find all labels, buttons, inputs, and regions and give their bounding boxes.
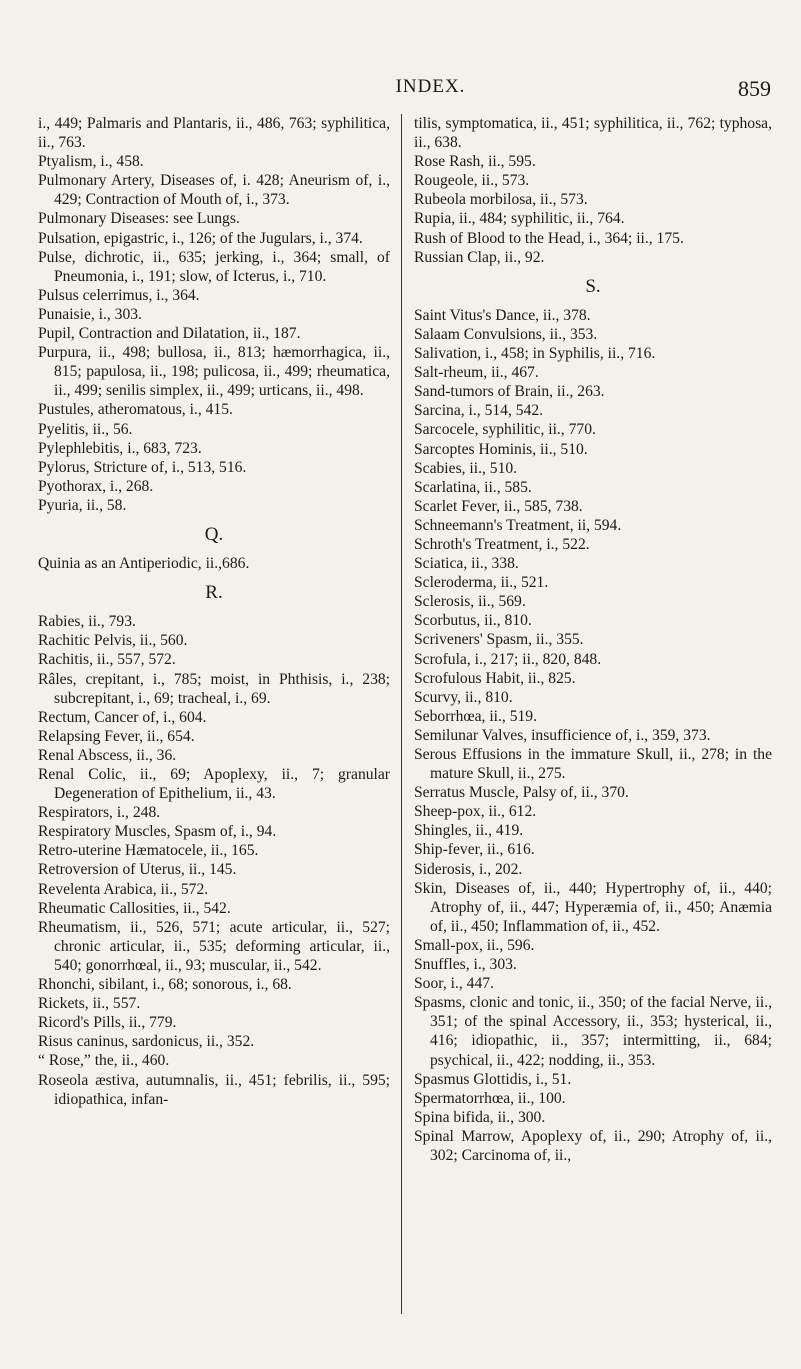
index-entry: Pupil, Contraction and Dilatation, ii., 187.: [38, 325, 301, 343]
index-entry: Pylephlebitis, i., 683, 723.: [38, 439, 202, 457]
index-entry: Snuffles, i., 303.: [414, 956, 517, 974]
index-entry: Quinia as an Antiperiodic, ii.,686.: [38, 555, 250, 573]
index-entry: Pulse, dichrotic, ii., 635; jerking, i., 364; small, of Pneumonia, i., 191; slow, of Icterus, i., 710.: [38, 248, 390, 285]
index-entry: Rheumatic Callosities, ii., 542.: [38, 899, 231, 917]
index-entry: Respiratory Muscles, Spasm of, i., 94.: [38, 823, 277, 841]
index-entry: Scrofula, i., 217; ii., 820, 848.: [414, 650, 602, 668]
index-entry: Sciatica, ii., 338.: [414, 555, 519, 573]
section-letter: R.: [205, 582, 223, 604]
index-entry: Scrofulous Habit, ii., 825.: [414, 669, 576, 687]
index-entry: Schroth's Treatment, i., 522.: [414, 535, 590, 553]
index-entry: Renal Abscess, ii., 36.: [38, 746, 177, 764]
index-entry: Spina bifida, ii., 300.: [414, 1108, 546, 1126]
index-entry: Pulsation, epigastric, i., 126; of the Jugulars, i., 374.: [38, 229, 363, 247]
index-entry: Ship-fever, ii., 616.: [414, 841, 535, 859]
index-entry: Respirators, i., 248.: [38, 804, 161, 822]
index-entry: Sarcina, i., 514, 542.: [414, 402, 544, 420]
index-entry: Serous Effusions in the immature Skull, ii., 278; in the mature Skull, ii., 275.: [414, 746, 772, 783]
index-entry: “ Rose,” the, ii., 460.: [38, 1052, 170, 1070]
index-entry: Sarcoptes Hominis, ii., 510.: [414, 440, 588, 458]
index-entry: Pustules, atheromatous, i., 415.: [38, 401, 233, 419]
index-entry: Ptyalism, i., 458.: [38, 153, 144, 171]
index-entry: Rabies, ii., 793.: [38, 613, 136, 631]
index-entry: Small-pox, ii., 596.: [414, 936, 535, 954]
index-entry: Pylorus, Stricture of, i., 513, 516.: [38, 458, 247, 476]
index-entry: Rectum, Cancer of, i., 604.: [38, 708, 207, 726]
index-entry: Retro-uterine Hæmatocele, ii., 165.: [38, 842, 259, 860]
right-column: [414, 114, 772, 1165]
index-entry: Ricord's Pills, ii., 779.: [38, 1014, 177, 1032]
index-entry: Spasmus Glottidis, i., 51.: [414, 1070, 572, 1088]
index-entry: Sand-tumors of Brain, ii., 263.: [414, 383, 605, 401]
index-entry: Rachitic Pelvis, ii., 560.: [38, 632, 188, 650]
index-entry: Scleroderma, ii., 521.: [414, 574, 549, 592]
index-entry: Relapsing Fever, ii., 654.: [38, 727, 195, 745]
index-entry: Pyelitis, ii., 56.: [38, 420, 133, 438]
index-entry: Scurvy, ii., 810.: [414, 688, 513, 706]
index-entry: Rupia, ii., 484; syphilitic, ii., 764.: [414, 210, 625, 228]
index-entry: Scarlatina, ii., 585.: [414, 478, 532, 496]
index-entry: Sclerosis, ii., 569.: [414, 593, 526, 611]
section-letter: S.: [585, 275, 601, 297]
index-entry-continuation: i., 449; Palmaris and Plantaris, ii., 486, 763; syphilitica, ii., 763.: [38, 115, 390, 152]
index-entry: Renal Colic, ii., 69; Apoplexy, ii., 7; granular Degeneration of Epithelium, ii., 43.: [38, 766, 390, 803]
index-entry: Scarlet Fever, ii., 585, 738.: [414, 497, 583, 515]
index-entry: Rubeola morbilosa, ii., 573.: [414, 191, 588, 209]
index-entry: Rhonchi, sibilant, i., 68; sonorous, i., 68.: [38, 976, 292, 994]
index-entry: Spasms, clonic and tonic, ii., 350; of the facial Nerve, ii., 351; of the spinal Accessory, ii., 353; hysterical, ii., 416; idiopathic, ii., 357; intermitting, ii., 684; psychical, ii., 422; nodding, ii., 353.: [414, 994, 772, 1069]
left-column: [38, 114, 390, 1109]
index-entry: Scabies, ii., 510.: [414, 459, 518, 477]
index-entry: Salaam Convulsions, ii., 353.: [414, 325, 598, 343]
index-entry: Rachitis, ii., 557, 572.: [38, 651, 176, 669]
index-entry: Skin, Diseases of, ii., 440; Hypertrophy of, ii., 440; Atrophy of, ii., 447; Hyperæmia of, ii., 450; Anæmia of, ii., 450; Inflammation of, ii., 452.: [414, 879, 772, 935]
index-entry: Revelenta Arabica, ii., 572.: [38, 880, 209, 898]
page-number: 859: [738, 76, 771, 101]
index-entry: Rush of Blood to the Head, i., 364; ii., 175.: [414, 229, 684, 247]
index-entry: Retroversion of Uterus, ii., 145.: [38, 861, 237, 879]
index-entry: Serratus Muscle, Palsy of, ii., 370.: [414, 784, 629, 802]
index-entry: Russian Clap, ii., 92.: [414, 248, 545, 266]
running-head: INDEX.: [395, 76, 466, 97]
index-entry: Rheumatism, ii., 526, 571; acute articular, ii., 527; chronic articular, ii., 535; deforming articular, ii., 540; gonorrhœal, ii., 93; muscular, ii., 542.: [38, 918, 390, 974]
index-entry: Spinal Marrow, Apoplexy of, ii., 290; Atrophy of, ii., 302; Carcinoma of, ii.,: [414, 1127, 772, 1164]
index-entry: Siderosis, i., 202.: [414, 860, 523, 878]
index-entry: Punaisie, i., 303.: [38, 305, 142, 323]
index-entry: Râles, crepitant, i., 785; moist, in Phthisis, i., 238; subcrepitant, i., 69; tracheal, i., 69.: [38, 670, 390, 707]
index-entry: Salt-rheum, ii., 467.: [414, 364, 539, 382]
index-entry: Pyothorax, i., 268.: [38, 477, 154, 495]
index-entry: Soor, i., 447.: [414, 975, 494, 993]
index-entry: Risus caninus, sardonicus, ii., 352.: [38, 1033, 255, 1051]
index-entry: Roseola æstiva, autumnalis, ii., 451; febrilis, ii., 595; idiopathica, infan-: [38, 1071, 390, 1108]
index-entry: Sarcocele, syphilitic, ii., 770.: [414, 421, 596, 439]
index-entry: Spermatorrhœa, ii., 100.: [414, 1089, 566, 1107]
index-entry: Saint Vitus's Dance, ii., 378.: [414, 306, 591, 324]
index-entry: Pyuria, ii., 58.: [38, 496, 127, 514]
index-entry: Pulsus celerrimus, i., 364.: [38, 286, 200, 304]
index-entry: Seborrhœa, ii., 519.: [414, 707, 537, 725]
index-entry: Semilunar Valves, insufficience of, i., 359, 373.: [414, 726, 711, 744]
section-letter: Q.: [204, 523, 224, 545]
index-entry: Rose Rash, ii., 595.: [414, 153, 536, 171]
index-entry: Scorbutus, ii., 810.: [414, 612, 532, 630]
index-entry: Rickets, ii., 557.: [38, 995, 141, 1013]
index-entry: Schneemann's Treatment, ii, 594.: [414, 516, 622, 534]
page-header: [0, 76, 801, 106]
index-entry: Pulmonary Diseases: see Lungs.: [38, 210, 240, 228]
index-entry: Pulmonary Artery, Diseases of, i. 428; Aneurism of, i., 429; Contraction of Mouth of, i., 373.: [38, 172, 390, 209]
index-entry: Shingles, ii., 419.: [414, 822, 524, 840]
column-divider: [401, 114, 402, 1314]
index-entry: Rougeole, ii., 573.: [414, 172, 530, 190]
index-entry: Salivation, i., 458; in Syphilis, ii., 716.: [414, 345, 656, 363]
index-entry: Sheep-pox, ii., 612.: [414, 803, 537, 821]
index-entry: Purpura, ii., 498; bullosa, ii., 813; hæmorrhagica, ii., 815; papulosa, ii., 198; pulicosa, ii., 499; rheumatica, ii., 499; senilis simplex, ii., 499; urticans, ii., 498.: [38, 344, 390, 400]
index-entry: Scriveners' Spasm, ii., 355.: [414, 631, 584, 649]
index-entry-continuation: tilis, symptomatica, ii., 451; syphilitica, ii., 762; typhosa, ii., 638.: [414, 115, 772, 152]
